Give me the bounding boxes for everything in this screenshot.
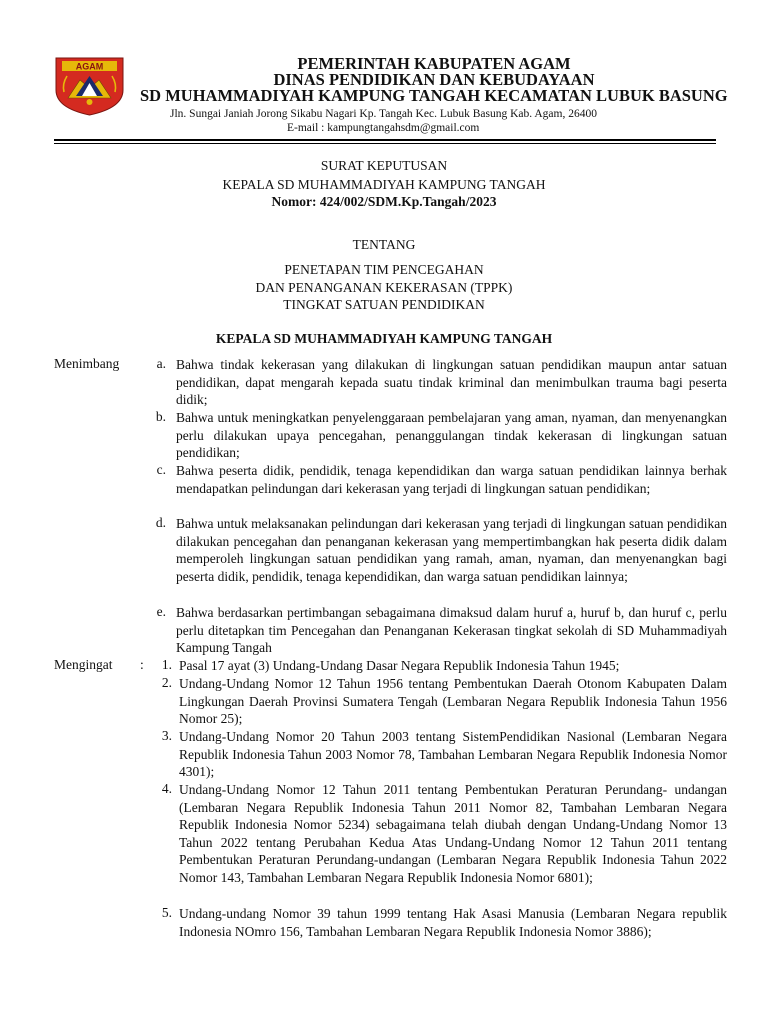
decree-title: SURAT KEPUTUSAN bbox=[320, 158, 448, 173]
about-line-1: PENETAPAN TIM PENCEGAHAN bbox=[284, 262, 484, 277]
mengingat-item-mark: 5. bbox=[161, 905, 172, 920]
letterhead-government: PEMERINTAH KABUPATEN AGAM bbox=[297, 54, 571, 73]
menimbang-item-mark: b. bbox=[155, 409, 166, 424]
letterhead-divider-thin bbox=[54, 143, 716, 144]
letterhead-agency: DINAS PENDIDIKAN DAN KEBUDAYAAN bbox=[273, 70, 595, 89]
menimbang-item-mark: a. bbox=[156, 356, 166, 371]
menimbang-item-text: Bahwa untuk meningkatkan penyelenggaraan pembelajaran yang aman, nyaman, dan menyenangkan perlu dilakukan upaya pencegahan, penanggulangan tindak kekerasan di lingkungan satuan pendidikan; bbox=[176, 410, 727, 461]
menimbang-item-mark: e. bbox=[156, 604, 166, 619]
about-line-2: DAN PENANGANAN KEKERASAN (TPPK) bbox=[255, 280, 513, 295]
mengingat-item-text: Undang-Undang Nomor 12 Tahun 1956 tentang Pembentukan Daerah Otonom Kabupaten Dalam Lingkungan Daerah Provinsi Sumatera Tengah (Lembaran Negara Republik Indonesia Tahun 1956 Nomor 25); bbox=[179, 676, 727, 727]
mengingat-item-text: Undang-undang Nomor 39 tahun 1999 tentang Hak Asasi Manusia (Lembaran Negara republik Indonesia NOmro 156, Tambahan Lembaran Negara Republik Indonesia Nomor 3886); bbox=[179, 906, 727, 939]
letterhead-email: E-mail : kampungtangahsdm@gmail.com bbox=[287, 122, 480, 134]
mengingat-colon: : bbox=[140, 657, 144, 672]
decree-issuer: KEPALA SD MUHAMMADIYAH KAMPUNG TANGAH bbox=[222, 177, 546, 192]
mengingat-item-mark: 4. bbox=[161, 781, 172, 796]
menimbang-item-text: Bahwa untuk melaksanakan pelindungan dari kekerasan yang terjadi di lingkungan satuan pendidikan dilakukan pencegahan dan penanganan kekerasan yang mempertimbangkan hak peserta didik dalam memperoleh lingkungan satuan pendidikan yang ramah, aman, nyaman, dan menyenangkan bagi peserta didik, pendidik, tenaga kependidikan, dan warga satuan pendidikan lainnya; bbox=[176, 516, 727, 584]
mengingat-label: Mengingat bbox=[54, 657, 113, 672]
official-heading: KEPALA SD MUHAMMADIYAH KAMPUNG TANGAH bbox=[215, 331, 553, 346]
letterhead-divider-thick bbox=[54, 139, 716, 141]
menimbang-item-mark: c. bbox=[156, 462, 166, 477]
mengingat-item-mark: 3. bbox=[161, 728, 172, 743]
mengingat-item-text: Undang-Undang Nomor 20 Tahun 2003 tentang SistemPendidikan Nasional (Lembaran Negara Republik Indonesia Tahun 2003 Nomor 78, Tambahan Lembaran Negara Republik Indonesia Nomor 4301); bbox=[179, 729, 727, 780]
about-line-3: TINGKAT SATUAN PENDIDIKAN bbox=[283, 297, 485, 312]
mengingat-item-mark: 2. bbox=[161, 675, 172, 690]
about-heading: TENTANG bbox=[352, 237, 416, 252]
menimbang-item-text: Bahwa peserta didik, pendidik, tenaga kependidikan dan warga satuan pendidikan lainnya berhak mendapatkan pelindungan dari kekerasan yang terjadi di lingkungan satuan pendidikan; bbox=[176, 463, 727, 496]
mengingat-item-text: Undang-Undang Nomor 12 Tahun 2011 tentang Pembentukan Peraturan Perundang- undangan (Lembaran Negara Republik Indonesia Tahun 2011 Nomor 82, Tambahan Lembaran Negara Republik Indonesia Nomor 5234) sebagaimana telah diubah dengan Undang-Undang Nomor 13 Tahun 2022 tentang Perubahan Kedua Atas Undang-Undang Nomor 12 Tahun 2011 tentang Pembentukan Peraturan Perundang-undangan (Lembaran Negara Republik Indonesia Tahun 2022 Nomor 143, Tambahan Lembaran Negara Republik Indonesia Nomor 6801); bbox=[179, 782, 727, 885]
menimbang-item-mark: d. bbox=[155, 515, 166, 530]
mengingat-item-mark: 1. bbox=[161, 657, 172, 672]
letterhead-address: Jln. Sungai Janiah Jorong Sikabu Nagari Kp. Tangah Kec. Lubuk Basung Kab. Agam, 26400 bbox=[170, 108, 597, 120]
decree-number: Nomor: 424/002/SDM.Kp.Tangah/2023 bbox=[271, 194, 497, 209]
letterhead-school: SD MUHAMMADIYAH KAMPUNG TANGAH KECAMATAN LUBUK BASUNG bbox=[140, 86, 728, 105]
menimbang-item-text: Bahwa tindak kekerasan yang dilakukan di lingkungan satuan pendidikan maupun antar satuan pendidikan, dapat mengarah kepada suatu tindak kriminal dan menimbulkan trauma bagi peserta didik; bbox=[176, 357, 727, 408]
logo-text: AGAM bbox=[75, 61, 104, 72]
menimbang-item-text: Bahwa berdasarkan pertimbangan sebagaimana dimaksud dalam huruf a, huruf b, dan huruf c, perlu perlu ditetapkan tim Pencegahan dan Penanganan Kekerasan tingkat sekolah di SD Muhammadiyah Kampung Tangah bbox=[176, 605, 727, 656]
menimbang-label: Menimbang bbox=[54, 356, 120, 371]
mengingat-item-text: Pasal 17 ayat (3) Undang-Undang Dasar Negara Republik Indonesia Tahun 1945; bbox=[179, 658, 620, 673]
